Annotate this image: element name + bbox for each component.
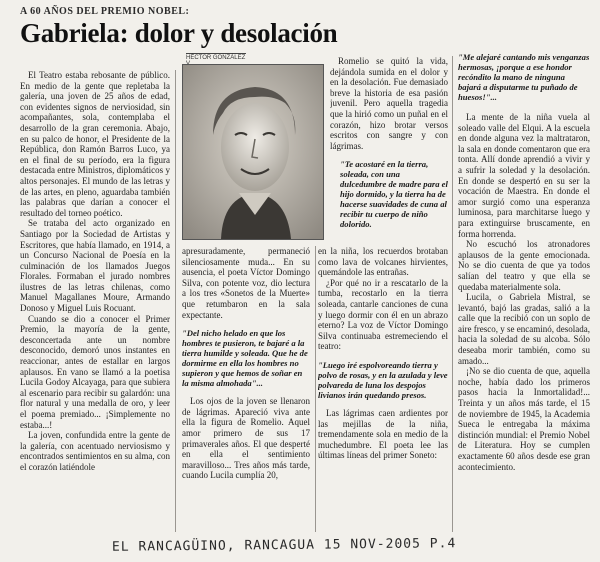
article-headline: Gabriela: dolor y desolación xyxy=(20,18,338,48)
column-divider xyxy=(452,56,453,532)
column-2 xyxy=(182,246,310,536)
col3-paragraph: Romelio se quitó la vida, dejándola sumida en el dolor y en la desolación. Fue demasiado breve la historia de esa pasión juvenil. Pero aquella tragedia que la hirió como un puñal en el corazón, hizo brotar versos escritos con sangre y con lágrimas. xyxy=(330,56,448,151)
column-4 xyxy=(458,52,590,536)
col3-paragraph: ¿Por qué no ir a rescatarlo de la tumba, recostarlo en la tierra soleada, cantarle canciones de cuna y luego dormir con él en un abrazo eterno? La voz de Víctor Domingo Silva continuaba estremeciendo el teatro: xyxy=(318,277,448,352)
col4-paragraph: Lucila, o Gabriela Mistral, se levantó, bajó las gradas, salió a la calle que la recibió con un soplo de aire fresco, y se encaminó, desolada, hacia la soledad de su alcoba. Sólo deseaba morir también, como su amado... xyxy=(458,292,590,366)
col4-paragraph: ¡No se dio cuenta de que, aquella noche, había dado los primeros pasos hacia la Inmortalidad!... Treinta y un años más tarde, el 15 de noviembre de 1945, la Academia Sueca le entregaba la máxima distinción mundial: el Premio Nobel de Literatura. Hoy se cumplen exactamente 60 años desde ese gran acontecimiento. xyxy=(458,366,590,472)
article-byline: HÉCTOR GONZÁLEZ xyxy=(186,53,246,67)
col2-paragraph: Los ojos de la joven se llenaron de lágrimas. Apareció viva ante ella la figura de Romelio. Aquel amor primero de sus 17 primaverales años. El que desperté en ella el sentimiento maravilloso... Tres años más tarde, cuando Lucila cumplía 20, xyxy=(182,396,310,481)
col2-paragraph: apresuradamente, permaneció silenciosamente muda... En su ausencia, el poeta Víctor Domingo Silva, con potente voz, dio lectura a los tres «Sonetos de la Muerte» que retumbaron en la sala expectante. xyxy=(182,246,310,320)
column-3 xyxy=(318,246,448,536)
article-kicker: A 60 AÑOS DEL PREMIO NOBEL: xyxy=(20,6,190,17)
col1-paragraph: Se trataba del acto organizado en Santiago por la Sociedad de Artistas y Escritores, que había llamado, en 1914, a un Concurso Nacional de Poesía en la culminación de los llamados Juegos Florales. Formaban el jurado nombres ilustres de las letras chilenas, como Manuel Magallanes Moure, Armando Donoso y Miguel Luis Rocuant. xyxy=(20,218,170,314)
column-1 xyxy=(20,70,170,536)
column-3-top xyxy=(330,56,448,236)
col4-paragraph: No escuchó los atronadores aplausos de la gente emocionada. No se dio cuenta de que ya todos salían del teatro y que ella se quedaba materialmente sola. xyxy=(458,239,590,292)
column-divider xyxy=(315,246,316,532)
col3-paragraph: Las lágrimas caen ardientes por las mejillas de la niña, tremendamente sola en medio de la muchedumbre. El poeta lee las últimas líneas del primer Soneto: xyxy=(318,407,448,461)
handwritten-source-note: EL RANCAGÜINO, RANCAGUA 15 NOV-2005 P.4 xyxy=(111,536,457,555)
col4-paragraph: La mente de la niña vuela al soleado valle del Elqui. A la escuela en donde alguna vez la maltrataron, la sala en donde comentaron que era tonta. Allí donde aprendió a vivir y a sufrir la soledad y la desolación. En donde se despertó en su ser la vocación de Maestra. En donde el amor surgió como una esperanza luminosa, para marchitarse luego y para extinguirse bruscamente, en forma horrenda. xyxy=(458,112,590,239)
poem-quote: "Del nicho helado en que los hombres te pusieron, te bajaré a la tierra humilde y soleada. Que he de dormirme en ella los hombres no supieron y que hemos de soñar en la misma almohada"... xyxy=(182,328,308,389)
col1-paragraph: Cuando se dio a conocer el Primer Premio, la mayoría de la gente, desconcertada ante un nombre desconocido, demoró unos instantes en reaccionar, antes de estallar en largos aplausos. En vano se llamó a la poetisa Lucila Godoy Alcayaga, para que subiera al escenario para recibir su galardón: una flor natural y una medalla de oro, y leer el poema premiado... ¡Simplemente no estaba...! xyxy=(20,313,170,430)
col1-paragraph: El Teatro estaba rebosante de público. En medio de la gente que repletaba la galería, una joven de 25 años de edad, con evidentes signos de nerviosidad, sin acompañantes, sola, contemplaba el desarrollo de la gran ceremonia. Abajo, en su palco de honor, el Presidente de la República, don Ramón Barros Luco, ya en el final de su período, era la figura destacada entre Ministros, diplomáticos y altos personajes. El mundo de las letras y de las artes, en pleno, aguardaba también las palabras que darían a conocer el resultado del torneo poético. xyxy=(20,70,170,218)
portrait-photo xyxy=(182,64,324,240)
poem-quote: "Me alejaré cantando mis venganzas hermosas, ¡porque a ese hondor recóndito la mano de ninguna bajará a disputarme tu puñado de huesos!"... xyxy=(458,52,590,102)
poem-quote: "Te acostaré en la tierra, soleada, con una dulcedumbre de madre para el hijo dormido, y la tierra ha de hacerse suavidades de cuna al recibir tu cuerpo de niño dolorido. xyxy=(340,159,448,230)
portrait-illustration xyxy=(183,65,323,239)
column-divider xyxy=(175,70,176,532)
poem-quote: "Luego iré espolvoreando tierra y polvo de rosas, y en la azulada y leve polvareda de luna los despojos livianos irán quedando presos. xyxy=(318,359,448,400)
col3-paragraph: en la niña, los recuerdos brotaban como lava de volcanes hirvientes, quemándole las entrañas. xyxy=(318,246,448,278)
col1-paragraph: La joven, confundida entre la gente de la galería, con acentuado nerviosismo y encontrados sentimientos en su alma, con el corazón latiéndole xyxy=(20,430,170,472)
